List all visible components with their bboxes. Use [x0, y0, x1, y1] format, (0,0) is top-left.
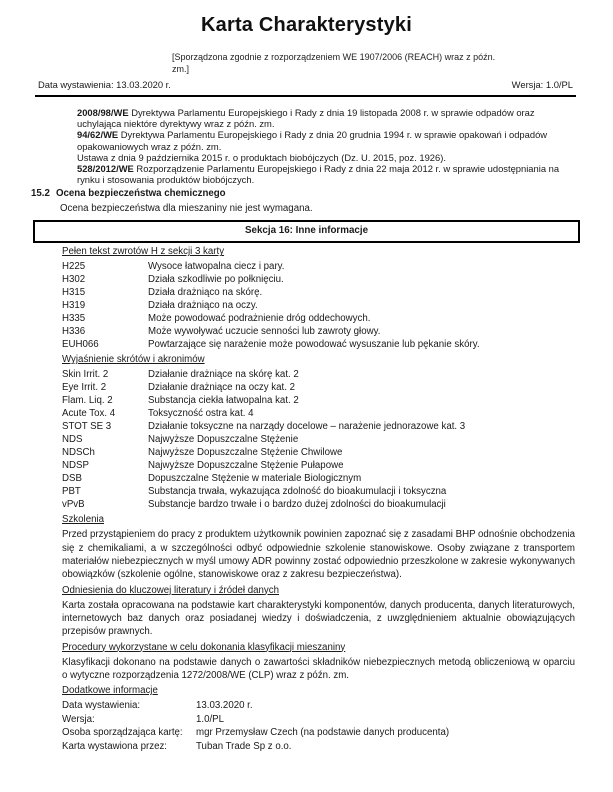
h-code: H315: [62, 287, 86, 299]
regulation-text: Dyrektywa Parlamentu Europejskiego i Rady z dnia 20 grudnia 1994 r. w sprawie opakowań i odpadów opakowaniowych wraz z późn. zm.: [77, 129, 548, 152]
info-value: 1.0/PL: [196, 713, 225, 725]
subsection-title: Ocena bezpieczeństwa chemicznego: [56, 188, 226, 200]
table-row: [62, 286, 575, 299]
abbr-code: Eye Irrit. 2: [62, 382, 107, 394]
abbreviations-list: [62, 368, 575, 511]
h-text: Może powodować podrażnienie dróg oddechowych.: [148, 313, 371, 325]
table-row: [62, 699, 575, 713]
abbr-text: Najwyższe Dopuszczalne Stężenie Pułapowe: [148, 460, 344, 472]
info-label: Data wystawienia:: [62, 700, 141, 712]
abbreviations-heading: Wyjaśnienie skrótów i akronimów: [62, 354, 205, 366]
info-value: Tuban Trade Sp z o.o.: [196, 740, 292, 752]
abbr-text: Działanie toksyczne na narządy docelowe – narażenie jednorazowe kat. 3: [148, 421, 466, 433]
additional-info-list: [62, 699, 575, 753]
h-statements-list: [62, 260, 575, 351]
table-row: [62, 446, 575, 459]
abbr-code: NDSCh: [62, 447, 95, 459]
h-text: Powtarzające się narażenie może powodować wysuszanie lub pękanie skóry.: [148, 339, 480, 351]
table-row: [62, 407, 575, 420]
table-row: [62, 368, 575, 381]
table-row: [62, 726, 575, 740]
table-row: [62, 459, 575, 472]
info-value: 13.03.2020 r.: [196, 700, 253, 712]
table-row: [62, 740, 575, 754]
page-title: Karta Charakterystyki: [201, 14, 412, 36]
abbr-code: NDS: [62, 434, 83, 446]
regulation-code: 528/2012/WE: [77, 163, 134, 175]
additional-info-heading: Dodatkowe informacje: [62, 685, 158, 697]
procedures-paragraph: Klasyfikacji dokonano na podstawie danych o zawartości składników niebezpiecznych metodą obliczeniową w oparciu o wytyczne rozporządzenia 1272/2008/WE (CLP) wraz z późn. zm.: [62, 656, 575, 681]
regulations-list: [77, 107, 575, 185]
abbr-text: Działanie drażniące na oczy kat. 2: [148, 382, 296, 394]
info-label: Karta wystawiona przez:: [62, 740, 167, 752]
issue-date-text: Data wystawienia: 13.03.2020 r.: [38, 79, 171, 90]
table-row: [62, 273, 575, 286]
abbr-code: STOT SE 3: [62, 421, 112, 433]
regulation-code: 2008/98/WE: [77, 107, 129, 118]
subsection-number: 15.2: [31, 188, 50, 200]
h-text: Działa drażniąco na oczy.: [148, 300, 258, 312]
h-text: Wysoce łatwopalna ciecz i pary.: [148, 261, 285, 273]
info-value: mgr Przemysław Czech (na podstawie danych producenta): [196, 727, 450, 739]
abbr-code: Skin Irrit. 2: [62, 369, 109, 381]
abbr-code: Acute Tox. 4: [62, 408, 116, 420]
abbr-code: vPvB: [62, 499, 85, 511]
regulation-item: [77, 107, 575, 129]
section16-header-box: [33, 220, 580, 243]
abbr-text: Dopuszczalne Stężenie w materiale Biologicznym: [148, 473, 362, 485]
abbr-code: DSB: [62, 473, 82, 485]
h-code: H319: [62, 300, 86, 312]
version-text: Wersja: 1.0/PL: [511, 79, 573, 90]
table-row: [62, 325, 575, 338]
section16-content: [62, 245, 575, 753]
table-row: [62, 394, 575, 407]
table-row: [62, 420, 575, 433]
table-row: [62, 338, 575, 351]
table-row: [62, 260, 575, 273]
regulation-item: [77, 163, 575, 185]
table-row: [62, 381, 575, 394]
abbr-text: Substancja ciekła łatwopalna kat. 2: [148, 395, 299, 407]
info-label: Osoba sporządzająca kartę:: [62, 727, 183, 739]
regulation-text: Ustawa z dnia 9 października 2015 r. o produktach biobójczych (Dz. U. 2015, poz. 1926).: [77, 151, 446, 163]
abbr-text: Najwyższe Dopuszczalne Stężenie Chwilowe: [148, 447, 343, 459]
procedures-heading: Procedury wykorzystane w celu dokonania klasyfikacji mieszaniny: [62, 641, 346, 653]
table-row: [62, 299, 575, 312]
regulation-item: [77, 152, 575, 163]
references-heading: Odniesienia do kluczowej literatury i źródeł danych: [62, 584, 280, 596]
h-code: H336: [62, 326, 86, 338]
info-label: Wersja:: [62, 713, 95, 725]
regulation-item: [77, 129, 575, 151]
table-row: [62, 713, 575, 727]
trainings-paragraph: Przed przystąpieniem do pracy z produktem użytkownik powinien zapoznać się z zasadami BHP odnośnie obchodzenia się z chemikaliami, a w szczególności odbyć odpowiednie szkolenie stanowiskowe. Osoby związane z transportem materiałów niebezpiecznych w myśl umowy ADR powinny zostać odpowiednio przeszkolone w zakresie wykonywanych obowiązków (szkolenie ogólne, stanowiskowe oraz z zakresu bezpieczeństwa).: [62, 529, 575, 581]
header-divider: [35, 95, 576, 97]
h-statements-heading: Pełen tekst zwrotów H z sekcji 3 karty: [62, 246, 225, 258]
document-header: [0, 0, 613, 96]
abbr-code: NDSP: [62, 460, 89, 472]
table-row: [62, 485, 575, 498]
regulation-text: Rozporządzenie Parlamentu Europejskiego i Rady z dnia 22 maja 2012 r. w sprawie udostępniania na rynku i stosowania produktów biobójczych.: [77, 163, 560, 186]
table-row: [62, 498, 575, 511]
h-code: H335: [62, 313, 86, 325]
abbr-text: Toksyczność ostra kat. 4: [148, 408, 254, 420]
h-text: Może wywoływać uczucie senności lub zawroty głowy.: [148, 326, 381, 338]
abbr-text: Działanie drażniące na skórę kat. 2: [148, 369, 299, 381]
regulation-text: Dyrektywa Parlamentu Europejskiego i Rady z dnia 19 listopada 2008 r. w sprawie odpadów oraz uchylająca niektóre dyrektywy wraz z późn. zm.: [77, 107, 535, 130]
abbr-text: Substancje bardzo trwałe i o bardzo dużej zdolności do bioakumulacji: [148, 499, 446, 511]
section16-title: Sekcja 16: Inne informacje: [244, 225, 369, 237]
abbr-text: Najwyższe Dopuszczalne Stężenie: [148, 434, 299, 446]
references-paragraph: Karta została opracowana na podstawie kart charakterystyki komponentów, danych producenta, danych literaturowych, internetowych baz danych oraz posiadanej wiedzy i doświadczenia, z uwzględnieniem aktualnie obowiązujących przepisów prawnych.: [62, 599, 575, 638]
trainings-heading: Szkolenia: [62, 514, 105, 526]
h-code: H302: [62, 274, 86, 286]
h-text: Działa szkodliwie po połknięciu.: [148, 274, 284, 286]
table-row: [62, 433, 575, 446]
regulation-code: 94/62/WE: [77, 129, 119, 141]
table-row: [62, 312, 575, 325]
h-code: EUH066: [62, 339, 99, 351]
abbr-code: Flam. Liq. 2: [62, 395, 113, 407]
subsection-15-2-heading: [31, 188, 575, 200]
table-row: [62, 472, 575, 485]
subsection-15-2-body: Ocena bezpieczeństwa dla mieszaniny nie jest wymagana.: [60, 203, 313, 215]
h-text: Działa drażniąco na skórę.: [148, 287, 263, 299]
document-subtitle: [Sporządzona zgodnie z rozporządzeniem WE 1907/2006 (REACH) wraz z późn. zm.]: [172, 52, 496, 74]
abbr-text: Substancja trwała, wykazująca zdolność do bioakumulacji i toksyczna: [148, 486, 447, 498]
abbr-code: PBT: [62, 486, 81, 498]
h-code: H225: [62, 261, 86, 273]
